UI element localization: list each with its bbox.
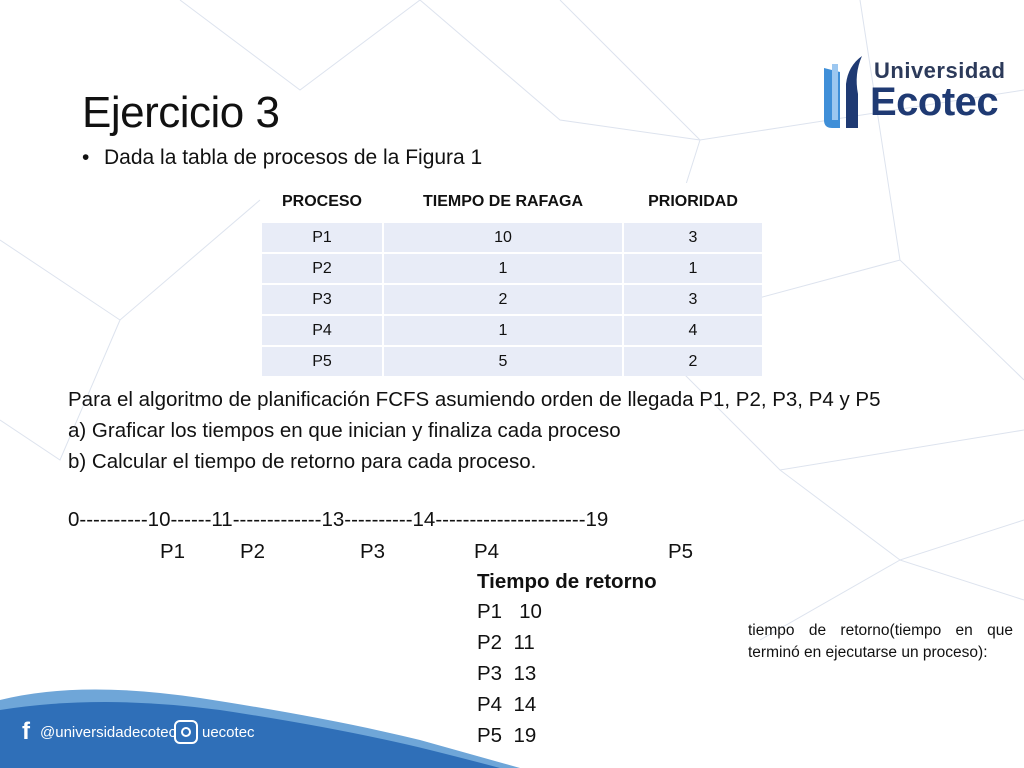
bullet-label: Dada la tabla de procesos de la Figura 1 (104, 146, 483, 169)
timeline-label-p5: P5 (668, 540, 694, 563)
table-row (262, 253, 762, 284)
timeline-label-p4: P4 (474, 540, 500, 563)
cell-rafaga: 1 (383, 315, 623, 346)
cell-proceso: P3 (262, 284, 383, 315)
cell-prioridad: 3 (623, 222, 762, 253)
instagram-handle[interactable]: uecotec (202, 724, 255, 741)
retorno-row: P1 10 (477, 600, 542, 623)
timeline-label-p3: P3 (360, 540, 386, 563)
table-header-row (262, 183, 762, 222)
process-table (262, 183, 762, 376)
cell-proceso: P4 (262, 315, 383, 346)
note-text: tiempo de retorno(tiempo en que terminó en ejecutarse un proceso): (748, 622, 1013, 661)
cell-rafaga: 2 (383, 284, 623, 315)
university-logo (818, 50, 1006, 134)
cell-proceso: P1 (262, 222, 383, 253)
instruction-line: Para el algoritmo de planificación FCFS asumiendo orden de llegada P1, P2, P3, P4 y P5 (68, 388, 881, 411)
logo-line1: Universidad (874, 58, 1006, 83)
facebook-icon[interactable]: f (22, 718, 30, 745)
timeline-label-p2: P2 (240, 540, 266, 563)
logo-line2: Ecotec (870, 80, 999, 124)
facebook-handle[interactable]: @universidadecotec (40, 724, 177, 741)
retorno-row: P3 13 (477, 662, 537, 685)
table-row (262, 315, 762, 346)
cell-proceso: P5 (262, 346, 383, 376)
instruction-line: b) Calcular el tiempo de retorno para cada proceso. (68, 450, 537, 473)
cell-rafaga: 5 (383, 346, 623, 376)
cell-prioridad: 1 (623, 253, 762, 284)
instagram-icon[interactable] (174, 720, 198, 744)
timeline-label-p1: P1 (160, 540, 186, 563)
table-row (262, 222, 762, 253)
cell-rafaga: 1 (383, 253, 623, 284)
bullet-text (82, 146, 483, 170)
header-tiempo-rafaga: TIEMPO DE RAFAGA (383, 183, 623, 222)
header-prioridad: PRIORIDAD (623, 183, 762, 222)
cell-rafaga: 10 (383, 222, 623, 253)
cell-prioridad: 2 (623, 346, 762, 376)
logo-mark-icon (818, 50, 870, 134)
cell-proceso: P2 (262, 253, 383, 284)
header-proceso: PROCESO (262, 183, 383, 222)
retorno-row: P2 11 (477, 631, 535, 654)
retorno-row: P5 19 (477, 724, 537, 747)
cell-prioridad: 3 (623, 284, 762, 315)
bullet-dot: • (82, 146, 90, 169)
slide-title: Ejercicio 3 (82, 88, 280, 137)
table-row (262, 284, 762, 315)
table-row (262, 346, 762, 376)
instruction-line: a) Graficar los tiempos en que inician y finaliza cada proceso (68, 419, 621, 442)
retorno-row: P4 14 (477, 693, 537, 716)
retorno-title: Tiempo de retorno (477, 570, 657, 593)
timeline-axis: 0----------10------11-------------13----------14----------------------19 (68, 508, 609, 531)
instructions (68, 384, 881, 477)
cell-prioridad: 4 (623, 315, 762, 346)
